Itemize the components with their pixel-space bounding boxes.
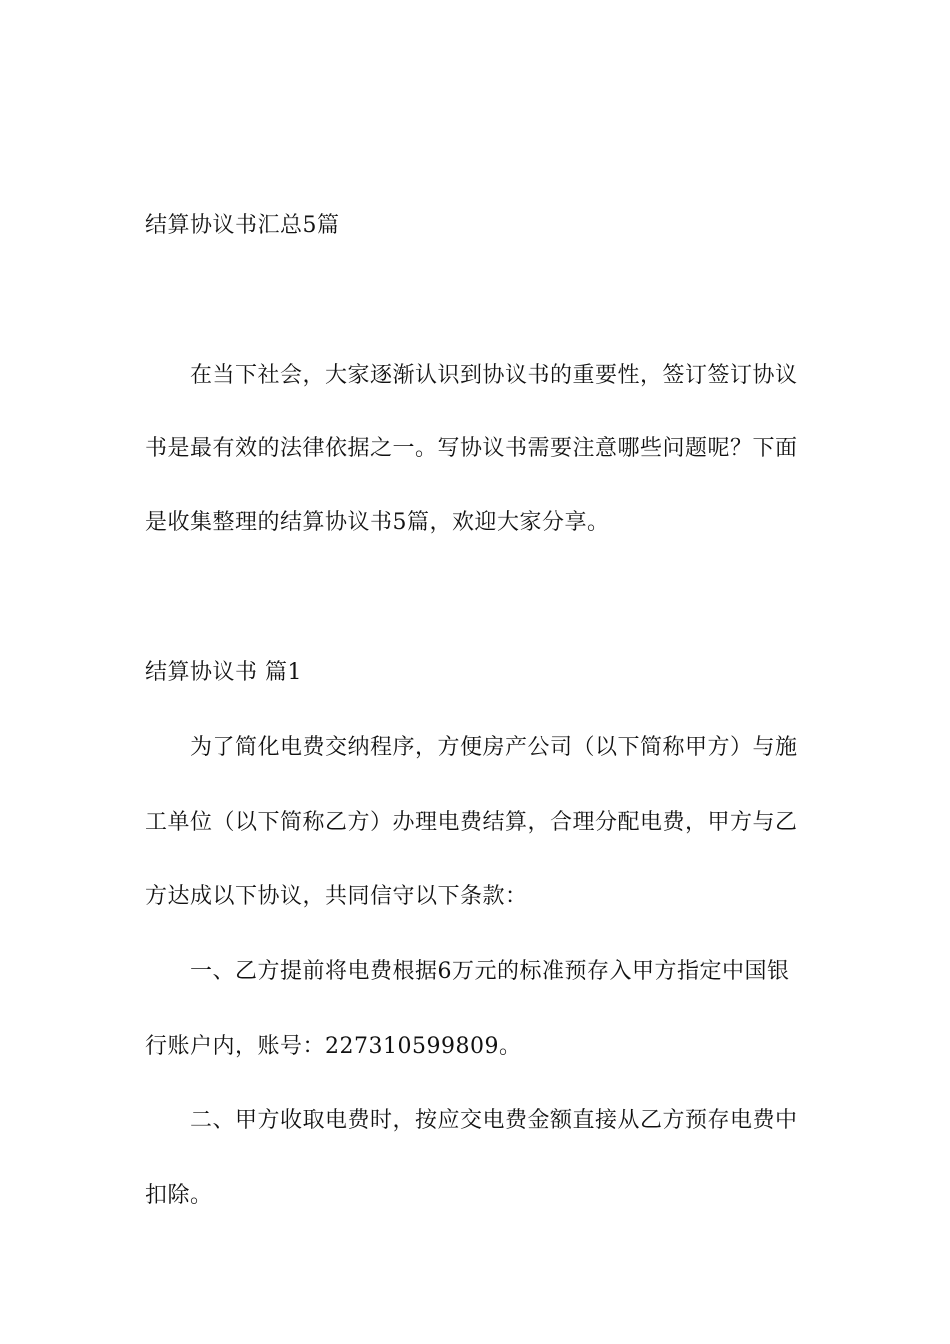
section-body-line-4: 一、乙方提前将电费根据6万元的标准预存入甲方指定中国银 (190, 959, 790, 984)
intro-line-1: 在当下社会，大家逐渐认识到协议书的重要性，签订签订协议 (190, 363, 798, 388)
section-body-line-7: 扣除。 (145, 1183, 213, 1208)
section-body-line-3: 方达成以下协议，共同信守以下条款： (145, 884, 528, 909)
section-body-line-2: 工单位（以下简称乙方）办理电费结算，合理分配电费，甲方与乙 (145, 810, 798, 835)
intro-line-2: 书是最有效的法律依据之一。写协议书需要注意哪些问题呢？下面 (145, 436, 798, 461)
document-title: 结算协议书汇总5篇 (145, 213, 340, 238)
section-heading: 结算协议书 篇1 (145, 660, 302, 685)
section-body-line-6: 二、甲方收取电费时，按应交电费金额直接从乙方预存电费中 (190, 1108, 798, 1133)
section-body-line-5: 行账户内，账号：227310599809。 (145, 1034, 522, 1059)
intro-line-3: 是收集整理的结算协议书5篇，欢迎大家分享。 (145, 510, 610, 535)
section-body-line-1: 为了简化电费交纳程序，方便房产公司（以下简称甲方）与施 (190, 735, 798, 760)
